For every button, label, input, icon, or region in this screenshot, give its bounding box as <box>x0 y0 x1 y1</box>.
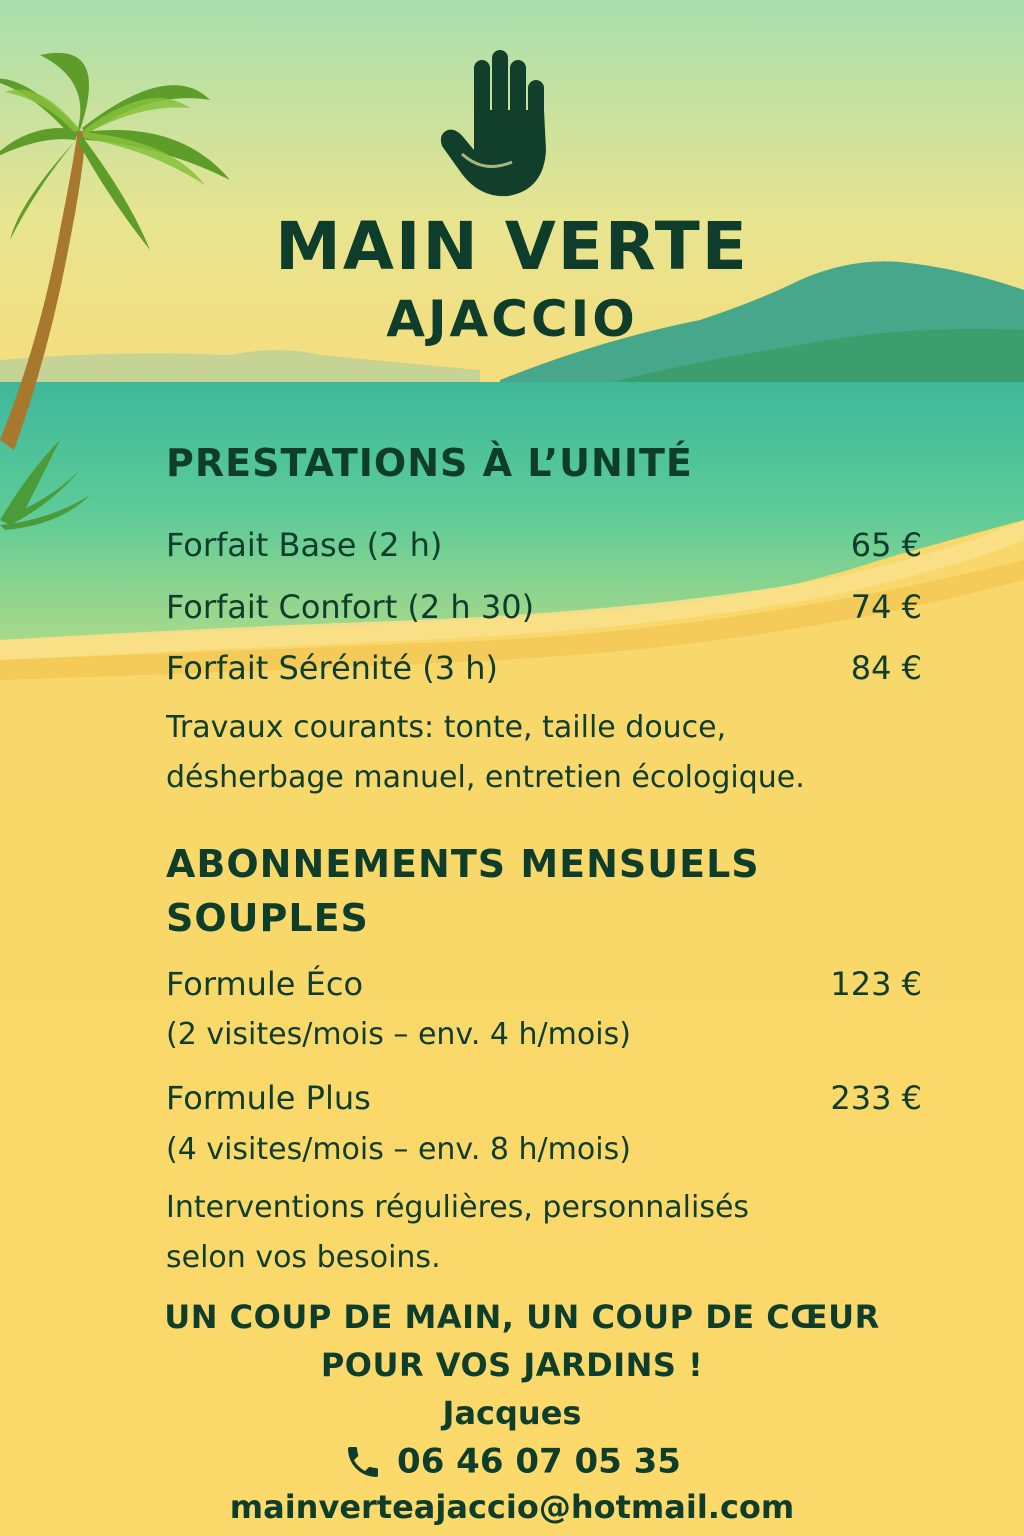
email-link[interactable]: mainverteajaccio@hotmail.com <box>229 1488 795 1526</box>
contact-name: Jacques <box>442 1394 582 1432</box>
service-label: Forfait Confort (2 h 30) <box>166 588 535 626</box>
raised-hand-icon <box>440 50 556 198</box>
subscriptions-title-line2: SOUPLES <box>166 896 369 940</box>
subscriptions-note-line2: selon vos besoins. <box>166 1240 441 1275</box>
subscription-detail: (4 visites/mois – env. 8 h/mois) <box>166 1132 631 1167</box>
subscriptions-note-line1: Interventions régulières, personnalisés <box>166 1190 750 1225</box>
service-price: 65 € <box>850 526 922 564</box>
service-label: Forfait Sérénité (3 h) <box>166 649 498 687</box>
phone-contact[interactable] <box>0 1440 1024 1482</box>
subscription-price: 123 € <box>830 965 922 1003</box>
tagline-line1: UN COUP DE MAIN, UN COUP DE CŒUR <box>164 1298 880 1336</box>
phone-number: 06 46 07 05 35 <box>397 1441 681 1482</box>
unit-services-note-line2: désherbage manuel, entretien écologique. <box>166 760 805 795</box>
phone-icon <box>343 1442 383 1482</box>
unit-services-title: PRESTATIONS À L’UNITÉ <box>166 441 693 485</box>
service-label: Forfait Base (2 h) <box>166 526 443 564</box>
brand-city: AJACCIO <box>386 290 638 348</box>
service-price: 74 € <box>850 588 922 626</box>
brand-name: MAIN VERTE <box>275 208 749 285</box>
tagline-line2: POUR VOS JARDINS ! <box>320 1346 704 1384</box>
subscription-label: Formule Éco <box>166 965 364 1003</box>
unit-services-note-line1: Travaux courants: tonte, taille douce, <box>166 710 727 745</box>
subscription-price: 233 € <box>830 1079 922 1117</box>
subscription-label: Formule Plus <box>166 1079 371 1117</box>
subscription-detail: (2 visites/mois – env. 4 h/mois) <box>166 1017 631 1052</box>
subscriptions-title-line1: ABONNEMENTS MENSUELS <box>166 842 760 886</box>
service-price: 84 € <box>850 649 922 687</box>
